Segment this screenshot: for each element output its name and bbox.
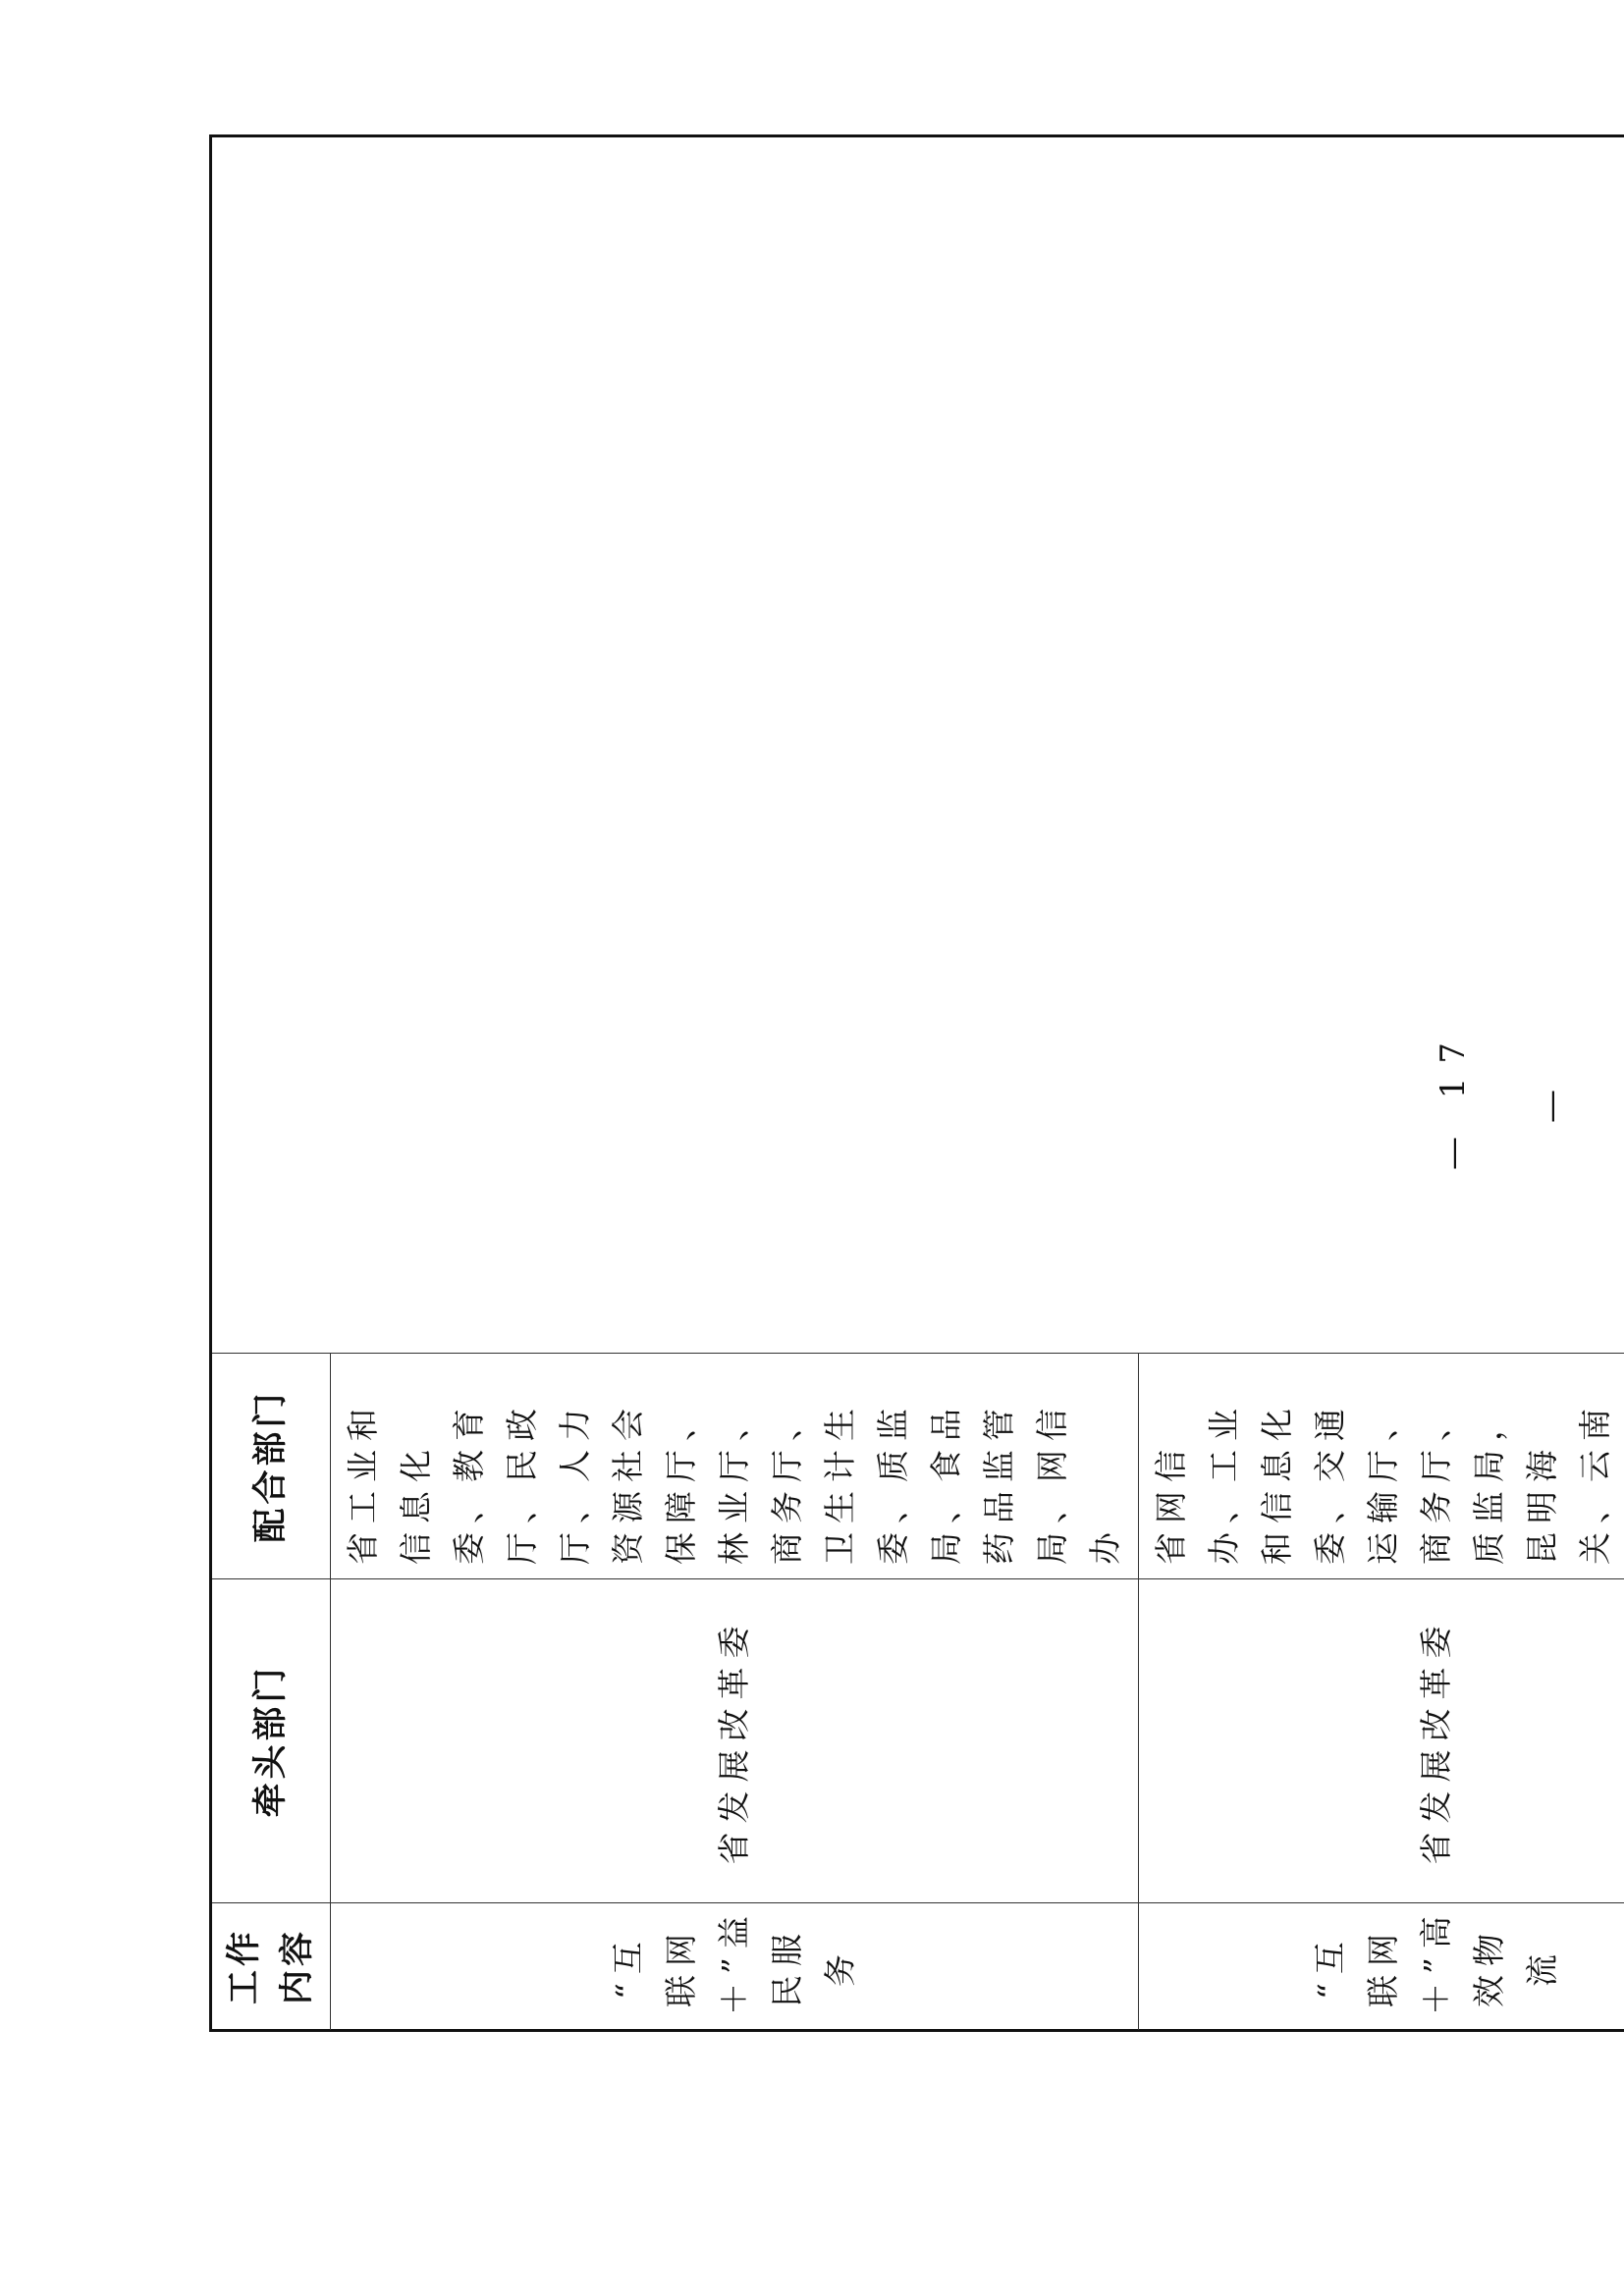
- work-cell: “互联网＋”高效物流: [1139, 1902, 1624, 2030]
- header-coop: 配合部门: [211, 1353, 331, 1578]
- lead-cell: 省发展改革委: [331, 1578, 1139, 1902]
- header-lead: 牵头部门: [211, 1578, 331, 1902]
- coop-cell: 省工业和信息化委、教育厅、民政厅、人力资源社会保障厅、林业厅、商务厅、卫生计生委、质监局、食品药品监管局、网信办: [331, 1353, 1139, 1578]
- coop-cell: 省网信办、工业和信息化委、交通运输厅、商务厅、质监局，昆明海关、云南: [1139, 1353, 1624, 1578]
- header-work: 工作内容: [211, 1902, 331, 2030]
- work-cell: “互联网＋”益民服务: [331, 1902, 1139, 2030]
- lead-cell: 省发展改革委: [1139, 1578, 1624, 1902]
- table-row: [331, 135, 1139, 2030]
- table-header-row: [211, 135, 331, 2030]
- page-number: — 17 —: [1434, 1028, 1571, 1171]
